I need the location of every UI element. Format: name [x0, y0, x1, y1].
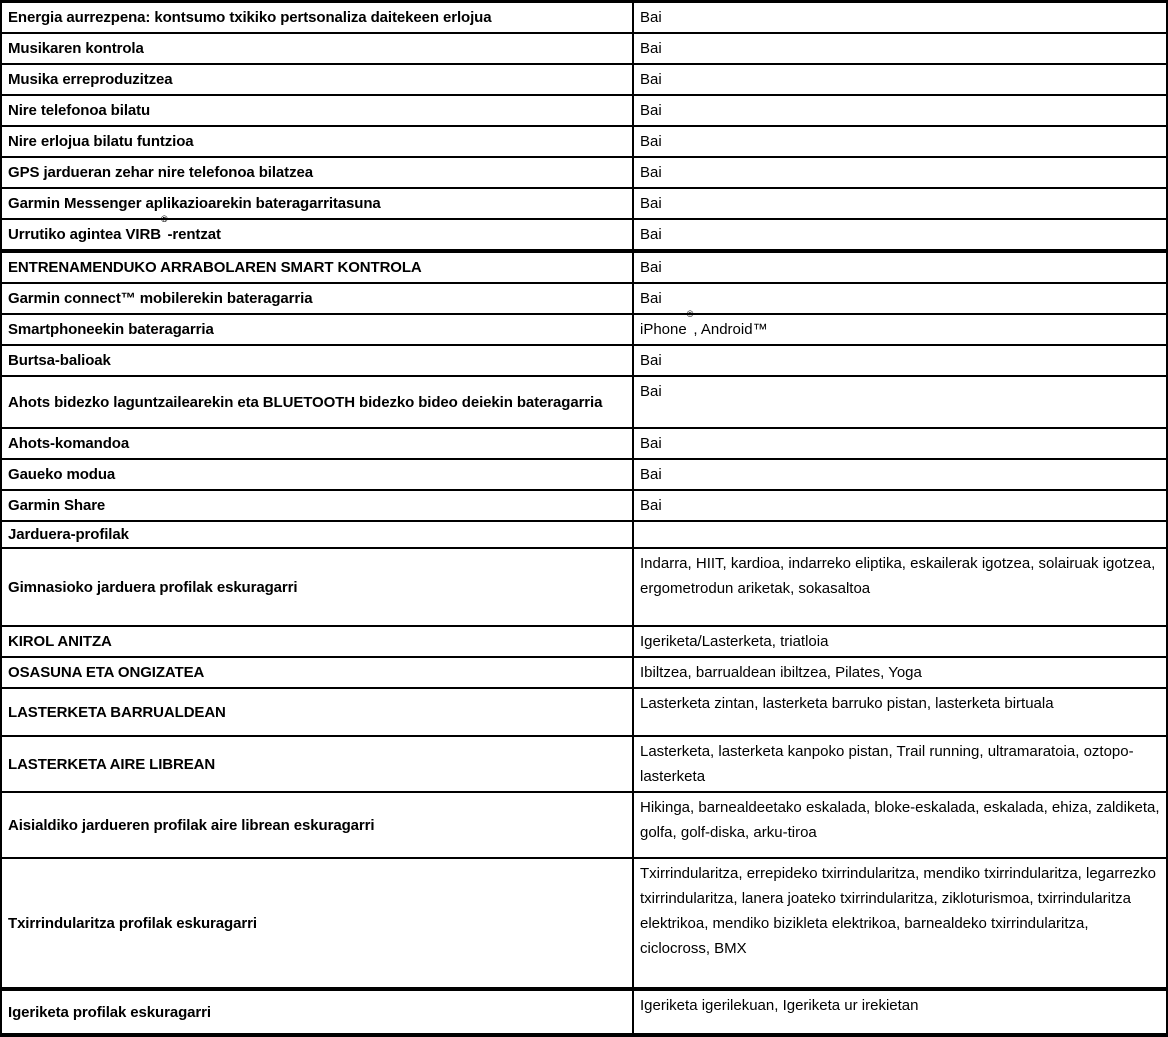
- table-row: [1, 314, 1167, 345]
- table-row: [1, 157, 1167, 188]
- feature-label-cell: Burtsa-balioak: [1, 345, 633, 376]
- feature-value-cell: Txirrindularitza, errepideko txirrindularitza, mendiko txirrindularitza, legarrezko txirrindularitza, lanera joateko txirrindularitza, zikloturismoa, txirrindularitza elektrikoa, mendiko bizikleta elektrikoa, barnealdeko txirrindularitza, ciclocross, BMX: [633, 858, 1167, 989]
- feature-value-cell: Lasterketa zintan, lasterketa barruko pistan, lasterketa birtuala: [633, 688, 1167, 736]
- table-row: [1, 657, 1167, 688]
- table-row: [1, 688, 1167, 736]
- feature-label-cell: Nire telefonoa bilatu: [1, 95, 633, 126]
- text-part: iPhone: [640, 321, 687, 338]
- registered-trademark-sup: ®: [160, 214, 168, 224]
- feature-label-cell: Ahots bidezko laguntzailearekin eta BLUETOOTH bidezko bideo deiekin bateragarria: [1, 376, 633, 428]
- table-row: [1, 251, 1167, 283]
- table-row: [1, 33, 1167, 64]
- feature-value-cell: Bai: [633, 64, 1167, 95]
- table-row: [1, 459, 1167, 490]
- feature-label-cell: LASTERKETA BARRUALDEAN: [1, 688, 633, 736]
- text-part: Urrutiko agintea VIRB: [8, 226, 161, 243]
- table-row: [1, 345, 1167, 376]
- feature-label-cell: Nire erlojua bilatu funtzioa: [1, 126, 633, 157]
- feature-label-cell: Musika erreproduzitzea: [1, 64, 633, 95]
- table-row: [1, 858, 1167, 989]
- text-part: , Android™: [693, 321, 768, 338]
- feature-label-cell: Gaueko modua: [1, 459, 633, 490]
- feature-value-cell: Bai: [633, 459, 1167, 490]
- feature-label-cell: Aisialdiko jardueren profilak aire librean eskuragarri: [1, 792, 633, 858]
- table-row: [1, 548, 1167, 626]
- feature-value-cell: Ibiltzea, barrualdean ibiltzea, Pilates, Yoga: [633, 657, 1167, 688]
- feature-value-cell: Bai: [633, 219, 1167, 251]
- feature-label-cell: Smartphoneekin bateragarria: [1, 314, 633, 345]
- feature-value-cell: Igeriketa igerilekuan, Igeriketa ur irekietan: [633, 989, 1167, 1035]
- feature-value-cell: Lasterketa, lasterketa kanpoko pistan, Trail running, ultramaratoia, oztopo-lasterketa: [633, 736, 1167, 792]
- feature-value-cell: Bai: [633, 490, 1167, 521]
- feature-label-cell: Garmin connect™ mobilerekin bateragarria: [1, 283, 633, 314]
- feature-value-cell: [633, 309, 1167, 345]
- feature-label-cell: Igeriketa profilak eskuragarri: [1, 989, 633, 1035]
- feature-label-cell: OSASUNA ETA ONGIZATEA: [1, 657, 633, 688]
- feature-value-cell: Bai: [633, 2, 1167, 34]
- feature-value-cell: Bai: [633, 345, 1167, 376]
- table-row: [1, 95, 1167, 126]
- table-row: [1, 521, 1167, 548]
- table-row: [1, 736, 1167, 792]
- feature-label-cell: LASTERKETA AIRE LIBREAN: [1, 736, 633, 792]
- feature-value-cell: Bai: [633, 428, 1167, 459]
- feature-value-cell: Bai: [633, 157, 1167, 188]
- registered-trademark-sup: ®: [686, 309, 694, 319]
- table-row: [1, 2, 1167, 34]
- feature-label-cell: Garmin Share: [1, 490, 633, 521]
- feature-value-cell: Bai: [633, 188, 1167, 219]
- feature-label-cell: GPS jardueran zehar nire telefonoa bilatzea: [1, 157, 633, 188]
- table-row: [1, 376, 1167, 428]
- feature-value-cell: Igeriketa/Lasterketa, triatloia: [633, 626, 1167, 657]
- feature-value-cell: Bai: [633, 376, 1167, 428]
- table-row: [1, 188, 1167, 219]
- feature-value-cell: Bai: [633, 126, 1167, 157]
- feature-label-cell: Ahots-komandoa: [1, 428, 633, 459]
- table-row: [1, 626, 1167, 657]
- table-row: [1, 219, 1167, 251]
- feature-value-cell: Indarra, HIIT, kardioa, indarreko eliptika, eskailerak igotzea, solairuak igotzea, ergometrodun ariketak, sokasaltoa: [633, 548, 1167, 626]
- table-row: [1, 283, 1167, 314]
- text-part: -rentzat: [167, 226, 221, 243]
- feature-value-cell: Bai: [633, 95, 1167, 126]
- feature-value-cell: [633, 521, 1167, 548]
- feature-value-cell: Bai: [633, 251, 1167, 283]
- feature-label-cell: Energia aurrezpena: kontsumo txikiko pertsonaliza daitekeen erlojua: [1, 2, 633, 34]
- feature-value-cell: Bai: [633, 33, 1167, 64]
- feature-label-cell: Jarduera-profilak: [1, 521, 633, 548]
- feature-label-cell: Garmin Messenger aplikazioarekin bateragarritasuna: [1, 188, 633, 219]
- feature-value-cell: Bai: [633, 283, 1167, 314]
- table-row: [1, 792, 1167, 858]
- feature-label-cell: Gimnasioko jarduera profilak eskuragarri: [1, 548, 633, 626]
- feature-label-cell: ENTRENAMENDUKO ARRABOLAREN SMART KONTROLA: [1, 251, 633, 283]
- table-row: [1, 428, 1167, 459]
- table-row: [1, 126, 1167, 157]
- spec-table-body: [1, 2, 1167, 1036]
- table-row: [1, 989, 1167, 1035]
- feature-label-cell: KIROL ANITZA: [1, 626, 633, 657]
- feature-value-cell: Hikinga, barnealdeetako eskalada, bloke-eskalada, eskalada, ehiza, zaldiketa, golfa, golf-diska, arku-tiroa: [633, 792, 1167, 858]
- table-row: [1, 64, 1167, 95]
- table-row: [1, 490, 1167, 521]
- feature-label-cell: Musikaren kontrola: [1, 33, 633, 64]
- feature-label-cell: Txirrindularitza profilak eskuragarri: [1, 858, 633, 989]
- feature-label-cell: [1, 214, 633, 251]
